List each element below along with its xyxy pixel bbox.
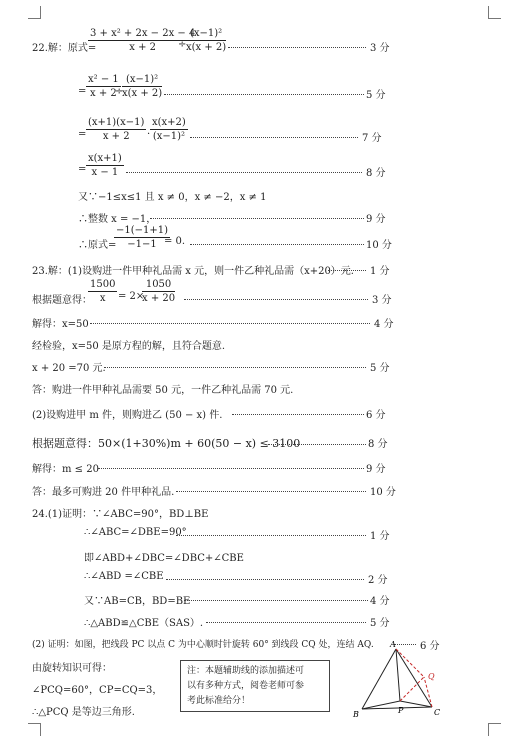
- q23-line-9: 解得：m ≤ 20: [32, 464, 99, 475]
- score-label: 9 分: [366, 214, 386, 225]
- corner-mark-bottom-right: [488, 723, 501, 736]
- score-label: 4 分: [370, 596, 390, 607]
- q23-line-7: (2)设购进甲 m 件，则购进乙 (50 − x) 件.: [32, 410, 223, 421]
- q22-equals: =: [78, 86, 87, 97]
- q22-fraction-4: $\frac{\text{(x−1)²}}{x(x + 2)}$: [122, 74, 163, 99]
- corner-mark-top-right: [488, 6, 501, 19]
- q23-line-3: 解得：x=50: [32, 319, 89, 330]
- q24-line-5: 又∵AB=CB，BD=BE: [84, 596, 191, 607]
- q22-equals: =: [78, 129, 87, 140]
- q24-line-10: ∴△PCQ 是等边三角形.: [32, 707, 135, 718]
- segment-ap: [396, 649, 400, 701]
- score-label: 4 分: [374, 319, 394, 330]
- score-label: 1 分: [370, 531, 390, 542]
- point-label-q: Q: [428, 672, 435, 681]
- dotted-leader: [190, 244, 364, 245]
- corner-mark-bottom-left: [28, 723, 41, 736]
- q23-line-5: x + 20 =70 元.: [32, 363, 106, 374]
- dotted-leader: [184, 600, 368, 601]
- segment-aq: [396, 649, 424, 677]
- dotted-leader: [164, 94, 364, 95]
- geometry-figure: [350, 640, 442, 721]
- q24-line-8: 由旋转知识可得：: [32, 663, 112, 674]
- dotted-leader: [228, 47, 366, 48]
- score-label: 2 分: [368, 575, 388, 586]
- dotted-leader: [184, 299, 368, 300]
- dotted-leader: [206, 622, 366, 623]
- grading-note-box: [180, 660, 330, 712]
- score-label: 6 分: [366, 410, 386, 421]
- q22-fraction-5: $\frac{(x+1)(x-1)}{x + 2}$: [88, 117, 145, 142]
- q22-integer-line: ∴整数 x = −1，: [78, 214, 157, 225]
- q23-fraction-2: $\frac{1050}{x + 20}$: [142, 279, 176, 304]
- dotted-leader: [328, 270, 366, 271]
- score-label: 1 分: [370, 266, 390, 277]
- q22-operator-1: ÷: [178, 39, 187, 50]
- dotted-leader: [98, 468, 364, 469]
- q24-line-3: 即∠ABD+∠DBC=∠DBC+∠CBE: [84, 553, 244, 564]
- score-label: 5 分: [370, 618, 390, 629]
- score-label: 10 分: [370, 487, 396, 498]
- q22-fraction-6: $\frac{x(x+2)}{\text{(x−1)²}}$: [152, 117, 186, 142]
- q23-line-10: 答：最多可购进 20 件甲种礼品.: [32, 487, 175, 498]
- q22-heading: 22.解：原式=: [32, 43, 97, 54]
- corner-mark-top-left: [28, 6, 41, 19]
- dotted-leader: [232, 414, 364, 415]
- q23-equation-label: 根据题意得：: [32, 295, 92, 306]
- dotted-leader: [166, 579, 364, 580]
- q22-fraction-7: $\frac{x(x+1)}{x - 1}$: [88, 153, 122, 178]
- point-label-a: A: [390, 640, 396, 649]
- q24-line-9: ∠PCQ=60°，CP=CQ=3，: [32, 685, 163, 696]
- q22-result-value: = 0.: [164, 236, 186, 247]
- q24-line-2: ∴∠ABC=∠DBE=90°: [84, 527, 187, 538]
- q22-fraction-2: $\frac{\text{(x−1)²}}{x(x + 2)}$: [186, 28, 227, 53]
- q22-result-prefix: ∴原式=: [78, 240, 117, 251]
- score-label: 8 分: [366, 168, 386, 179]
- q22-equals: =: [78, 164, 87, 175]
- dotted-leader: [268, 444, 366, 445]
- q23-line-8: 根据题意得：50×(1+30%)m + 60(50 − x) ≤ 3100: [32, 437, 301, 450]
- q22-fraction-8: $\frac{-1(-1+1)}{-1-1}$: [116, 225, 169, 250]
- point-label-b: B: [353, 710, 359, 719]
- score-label: 3 分: [370, 43, 390, 54]
- q22-operator-2: ÷: [115, 86, 124, 97]
- q23-line-1: 23.解：(1)设购进一件甲种礼品需 x 元，则一件乙种礼品需（x+20）元.: [32, 266, 354, 277]
- dotted-leader: [150, 218, 364, 219]
- score-label: 6 分: [420, 641, 440, 652]
- dotted-leader: [104, 367, 366, 368]
- point-label-p: P: [398, 706, 404, 715]
- q22-fraction-1: $\frac{\text{3 + x² + 2x − 2x − 4}}{x + 2}$: [90, 28, 196, 53]
- segment-ac: [396, 649, 432, 707]
- q22-fraction-3: $\frac{\text{x² − 1}}{x + 2}$: [88, 74, 119, 99]
- score-label: 7 分: [362, 133, 382, 144]
- dotted-leader: [176, 491, 366, 492]
- q23-equation-mid: = 2×: [118, 291, 145, 302]
- score-label: 8 分: [368, 439, 388, 450]
- grading-note-line: 以有多种方式，阅卷老师可参: [187, 681, 305, 691]
- dotted-leader: [190, 137, 358, 138]
- q23-line-4: 经检验，x=50 是原方程的解，且符合题意.: [32, 341, 226, 352]
- q23-line-6: 答：购进一件甲种礼品需要 50 元，一件乙种礼品需 70 元.: [32, 385, 294, 396]
- segment-cq: [424, 677, 432, 707]
- q23-fraction-1: $\frac{1500}{x}$: [90, 279, 116, 304]
- score-label: 5 分: [370, 363, 390, 374]
- dotted-leader: [90, 323, 370, 324]
- q22-condition-line: 又∵−1≤x≤1 且 x ≠ 0，x ≠ −2，x ≠ 1: [78, 192, 267, 203]
- segment-cp: [400, 701, 432, 707]
- grading-note-line: 考此标准给分！: [187, 696, 251, 706]
- dotted-leader: [126, 172, 362, 173]
- grading-note-line: 注：本题辅助线的添加描述可: [187, 666, 305, 676]
- q24-line-1: 24.(1)证明：∵∠ABC=90°，BD⊥BE: [32, 509, 209, 520]
- q22-operator-3: ·: [147, 129, 151, 140]
- segment-ab: [362, 649, 396, 709]
- dotted-leader: [176, 535, 366, 536]
- score-label: 9 分: [366, 464, 386, 475]
- score-label: 10 分: [366, 240, 392, 251]
- point-label-c: C: [434, 708, 441, 717]
- score-label: 3 分: [372, 295, 392, 306]
- q24-line-4: ∴∠ABD =∠CBE: [84, 571, 164, 582]
- q24-line-6: ∴△ABD≌△CBE（SAS）.: [84, 618, 204, 629]
- q24-line-7: (2) 证明：如图，把线段 PC 以点 C 为中心顺时针旋转 60° 到线段 CQ 处，连结 AQ.: [32, 640, 374, 650]
- score-label: 5 分: [366, 90, 386, 101]
